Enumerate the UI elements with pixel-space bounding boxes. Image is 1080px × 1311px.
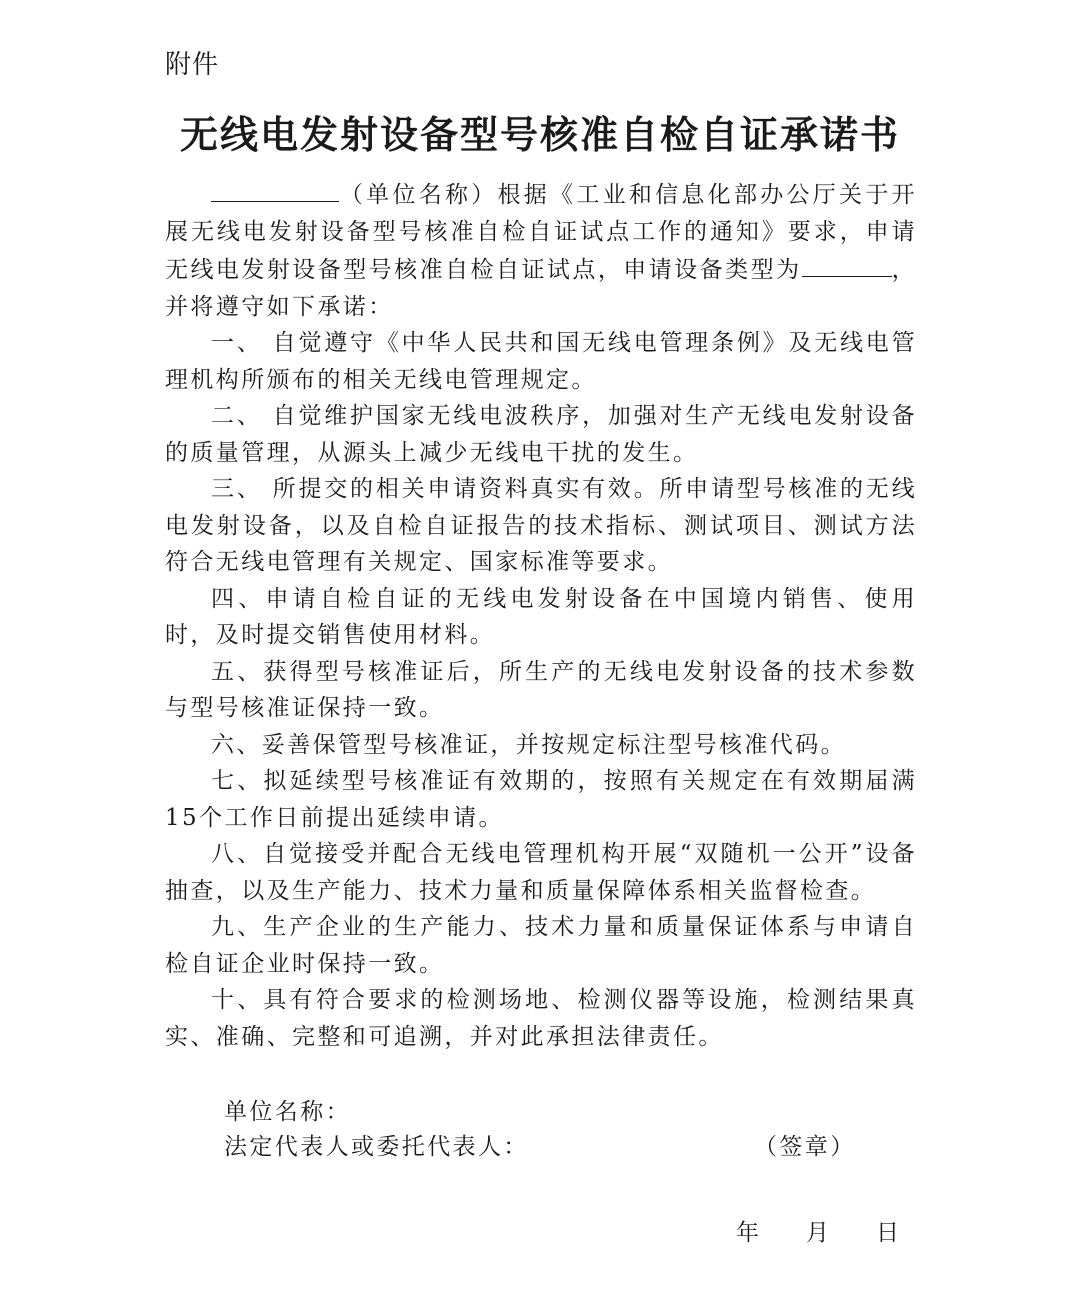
commitment-item: 十、具有符合要求的检测场地、检测仪器等设施，检测结果真实、准确、完整和可追溯，并对此承担法律责任。 <box>165 987 917 1050</box>
attachment-label: 附件 <box>165 50 220 80</box>
commitment-item: 四、申请自检自证的无线电发射设备在中国境内销售、使用时，及时提交销售使用材料。 <box>165 585 917 648</box>
unit-name-blank <box>211 175 339 202</box>
commitment-item: 二、 自觉维护国家无线电波秩序，加强对生产无线电发射设备的质量管理，从源头上减少无线电干扰的发生。 <box>165 403 917 466</box>
unit-name-label: 单位名称： <box>224 1099 351 1125</box>
intro-paragraph: （单位名称）根据《工业和信息化部办公厅关于开展无线电发射设备型号核准自检自证试点工作的通知》要求，申请无线电发射设备型号核准自检自证试点，申请设备类型为 ，并将遵守如下承诺： <box>165 175 917 325</box>
commitment-item: 一、 自觉遵守《中华人民共和国无线电管理条例》及无线电管理机构所颁布的相关无线电管理规定。 <box>165 330 917 393</box>
document-title: 无线电发射设备型号核准自检自证承诺书 <box>179 112 900 157</box>
seal-label: （签章） <box>754 1134 856 1160</box>
commitment-item: 八、自觉接受并配合无线电管理机构开展“双随机一公开”设备抽查，以及生产能力、技术力量和质量保障体系相关监督检查。 <box>165 841 917 904</box>
commitment-item: 六、妥善保管型号核准证，并按规定标注型号核准代码。 <box>211 731 846 758</box>
representative-label: 法定代表人或委托代表人： <box>224 1134 529 1160</box>
device-type-blank <box>802 250 892 277</box>
date-month-label: 月 <box>806 1220 829 1246</box>
commitment-item: 三、 所提交的相关申请资料真实有效。所申请型号核准的无线电发射设备，以及自检自证报告的技术指标、测试项目、测试方法符合无线电管理有关规定、国家标准等要求。 <box>165 476 917 575</box>
document-body <box>165 175 917 1055</box>
date-year-label: 年 <box>736 1220 759 1246</box>
commitment-item: 五、获得型号核准证后，所生产的无线电发射设备的技术参数与型号核准证保持一致。 <box>165 658 917 721</box>
commitment-item: 七、拟延续型号核准证有效期的，按照有关规定在有效期届满15个工作日前提出延续申请。 <box>165 768 917 831</box>
commitment-item: 九、生产企业的生产能力、技术力量和质量保证体系与申请自检自证企业时保持一致。 <box>165 914 917 977</box>
date-day-label: 日 <box>876 1220 899 1246</box>
